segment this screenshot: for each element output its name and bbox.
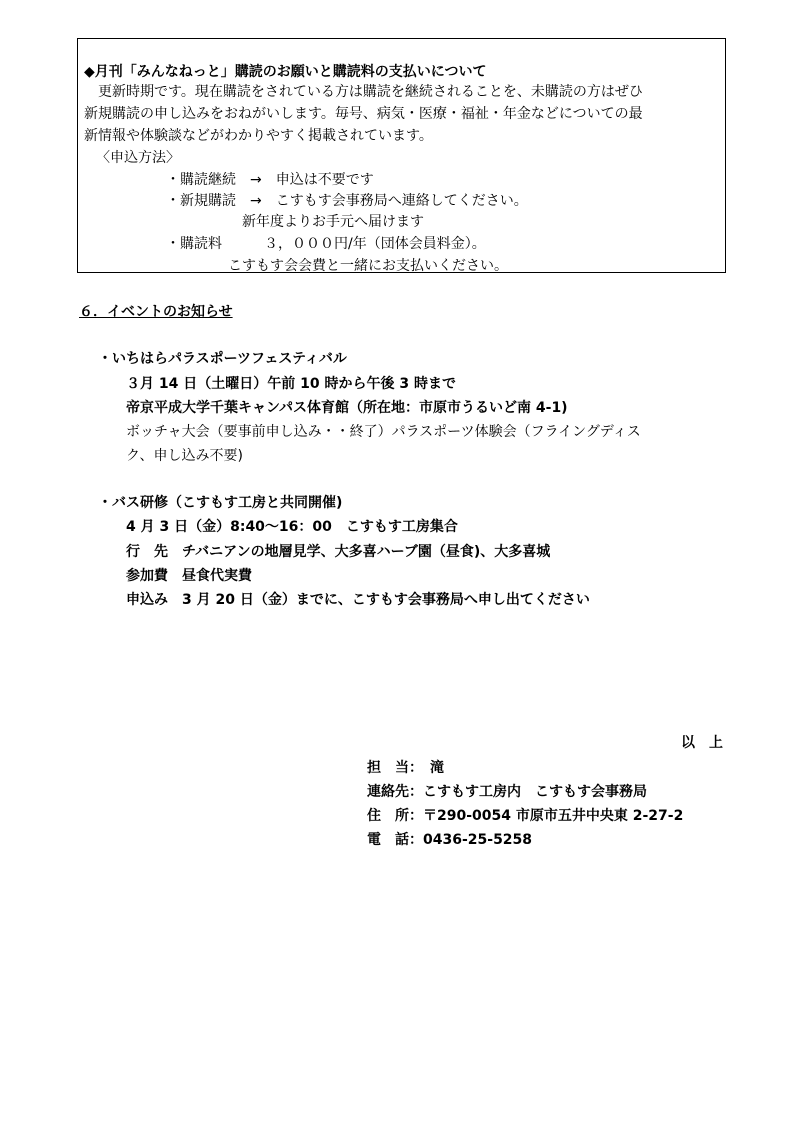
festival-venue: 帝京平成大学千葉キャンパス体育館（所在地：市原市うるいど南 4-1) <box>126 400 568 416</box>
subscription-para-3: 新情報や体験談などがわかりやすく掲載されています。 <box>84 128 433 144</box>
contact-org: 連絡先：こすもす工房内 こすもす会事務局 <box>367 784 647 800</box>
subscription-method-label: 〈申込方法〉 <box>96 150 180 166</box>
subscription-item-fee: ・購読料 ３，０００円/年（団体会員料金）。 <box>166 236 486 252</box>
subscription-item-fee-note: こすもす会会費と一緒にお支払いください。 <box>228 258 508 274</box>
bus-trip-destination: 行 先 チバニアンの地層見学、大多喜ハーブ園（昼食)、大多喜城 <box>126 544 551 560</box>
events-heading: ６．イベントのお知らせ <box>79 304 233 320</box>
contact-person: 担 当： 滝 <box>367 760 444 776</box>
subscription-item-new-note: 新年度よりお手元へ届けます <box>242 214 424 230</box>
subscription-heading: ◆月刊「みんなねっと」購読のお願いと購読料の支払いについて <box>84 64 487 80</box>
closing-mark: 以 上 <box>681 735 723 751</box>
contact-phone: 電 話：0436-25-5258 <box>367 832 533 848</box>
bus-trip-title: ・バス研修（こすもす工房と共同開催) <box>98 495 343 511</box>
bus-trip-date: 4 月 3 日（金）8:40～16：00 こすもす工房集合 <box>126 519 458 535</box>
festival-title: ・いちはらパラスポーツフェスティバル <box>98 351 347 367</box>
festival-date: ３月 14 日（土曜日）午前 10 時から午後 3 時まで <box>126 376 456 392</box>
subscription-item-continue: ・購読継続 → 申込は不要です <box>166 172 374 188</box>
subscription-para-1: 更新時期です。現在購読をされている方は購読を継続されることを、未購読の方はぜひ <box>84 84 643 100</box>
festival-desc-2: ク、申し込み不要) <box>126 448 243 464</box>
subscription-para-2: 新規購読の申し込みをおねがいします。毎号、病気・医療・福祉・年金などについての最 <box>84 106 643 122</box>
bus-trip-apply: 申込み 3 月 20 日（金）までに、こすもす会事務局へ申し出てください <box>126 592 590 608</box>
subscription-item-new: ・新規購読 → こすもす会事務局へ連絡してください。 <box>166 193 528 209</box>
bus-trip-fee: 参加費 昼食代実費 <box>126 568 252 584</box>
contact-address: 住 所：〒290-0054 市原市五井中央東 2-27-2 <box>367 808 684 824</box>
festival-desc-1: ボッチャ大会（要事前申し込み・・終了）パラスポーツ体験会（フライングディス <box>126 424 641 440</box>
